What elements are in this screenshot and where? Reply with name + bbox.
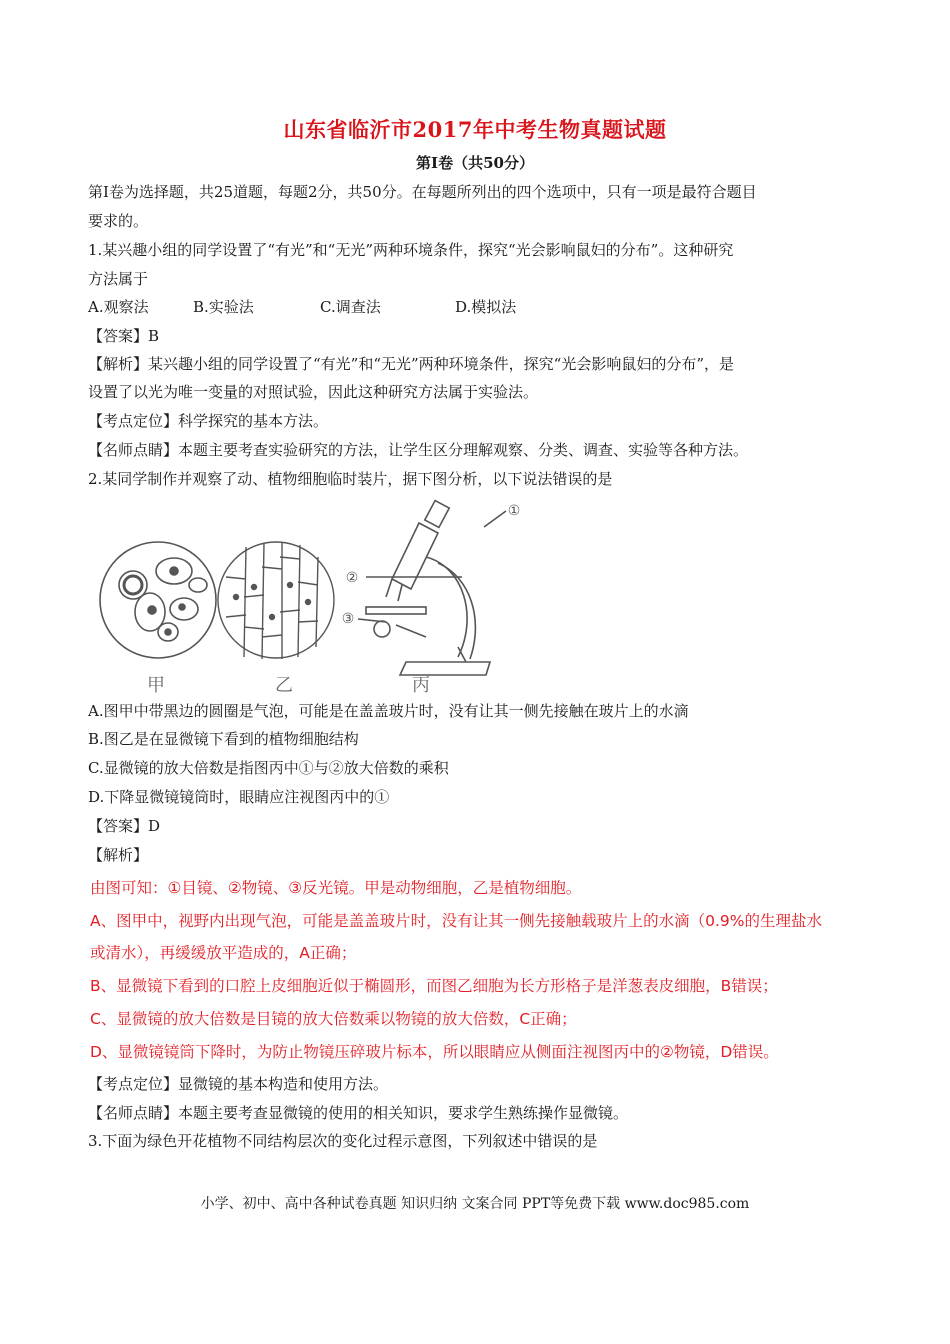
- section-subtitle: 第Ⅰ卷（共50分）: [416, 154, 534, 172]
- q2-analysis-red: 或清水），再缓缓放平造成的，A正确；: [90, 944, 357, 962]
- q2-tip: 【名师点睛】本题主要考查显微镜的使用的相关知识，要求学生熟练操作显微镜。: [88, 1104, 629, 1122]
- figure-label-bing: 丙: [412, 675, 430, 696]
- q1-option-d: D.模拟法: [455, 298, 517, 316]
- q2-option-a: A.图甲中带黑边的圆圈是气泡，可能是在盖盖玻片时，没有让其一侧先接触在玻片上的水滴: [88, 702, 689, 720]
- figure-label-yi: 乙: [275, 675, 293, 696]
- mark-3: ③: [341, 611, 355, 627]
- q1-point: 【考点定位】科学探究的基本方法。: [88, 412, 329, 430]
- q2-analysis-red: 由图可知：①目镜、②物镜、③反光镜。甲是动物细胞，乙是植物细胞。: [90, 879, 582, 897]
- q2-answer: 【答案】D: [88, 817, 161, 835]
- q1-stem: 1.某兴趣小组的同学设置了“有光”和“无光”两种环境条件，探究“光会影响鼠妇的分布”。这种研究: [88, 241, 734, 259]
- q1-option-c: C.调查法: [320, 298, 381, 316]
- q1-analysis: 【解析】某兴趣小组的同学设置了“有光”和“无光”两种环境条件，探究“光会影响鼠妇的分布”，是: [88, 355, 735, 373]
- q2-analysis-label: 【解析】: [88, 846, 149, 864]
- mark-1: ①: [507, 503, 521, 519]
- q2-option-b: B.图乙是在显微镜下看到的植物细胞结构: [88, 730, 359, 748]
- q1-analysis: 设置了以光为唯一变量的对照试验，因此这种研究方法属于实验法。: [88, 383, 539, 401]
- intro-line: 第Ⅰ卷为选择题，共25道题，每题2分，共50分。在每题所列出的四个选项中，只有一项是最符合题目: [88, 183, 757, 201]
- q1-option-b: B.实验法: [193, 298, 254, 316]
- q2-point: 【考点定位】显微镜的基本构造和使用方法。: [88, 1075, 389, 1093]
- intro-line: 要求的。: [88, 212, 149, 230]
- q2-analysis-red: D、显微镜镜筒下降时，为防止物镜压碎玻片标本，所以眼睛应从侧面注视图丙中的②物镜，D错误。: [90, 1043, 779, 1061]
- microscope-cells-figure: [86, 497, 521, 697]
- plant-cells-diagram: [218, 542, 334, 659]
- page-title: 山东省临沂市2017年中考生物真题试题: [283, 117, 667, 142]
- q2-analysis-red: B、显微镜下看到的口腔上皮细胞近似于椭圆形，而图乙细胞为长方形格子是洋葱表皮细胞，B错误；: [90, 977, 778, 995]
- q1-option-a: A.观察法: [88, 298, 149, 316]
- page-footer: 小学、初中、高中各种试卷真题 知识归纳 文案合同 PPT等免费下载 www.doc985.com: [200, 1196, 750, 1212]
- q2-option-c: C.显微镜的放大倍数是指图丙中①与②放大倍数的乘积: [88, 759, 449, 777]
- animal-cells-diagram: [100, 542, 216, 658]
- mark-2: ②: [345, 570, 359, 586]
- q3-stem: 3.下面为绿色开花植物不同结构层次的变化过程示意图，下列叙述中错误的是: [88, 1132, 598, 1150]
- q1-stem: 方法属于: [88, 270, 149, 288]
- q2-analysis-red: A、图甲中，视野内出现气泡，可能是盖盖玻片时，没有让其一侧先接触载玻片上的水滴（0.9%的生理盐水: [90, 912, 822, 930]
- figure-label-jia: 甲: [147, 675, 165, 696]
- q1-tip: 【名师点睛】本题主要考查实验研究的方法，让学生区分理解观察、分类、调查、实验等各种方法。: [88, 441, 749, 459]
- microscope-diagram: [358, 501, 506, 675]
- q2-option-d: D.下降显微镜镜筒时，眼睛应注视图丙中的①: [88, 788, 390, 806]
- q2-stem: 2.某同学制作并观察了动、植物细胞临时装片，据下图分析，以下说法错误的是: [88, 470, 613, 488]
- q2-analysis-red: C、显微镜的放大倍数是目镜的放大倍数乘以物镜的放大倍数，C正确；: [90, 1010, 577, 1028]
- q1-answer: 【答案】B: [88, 327, 160, 345]
